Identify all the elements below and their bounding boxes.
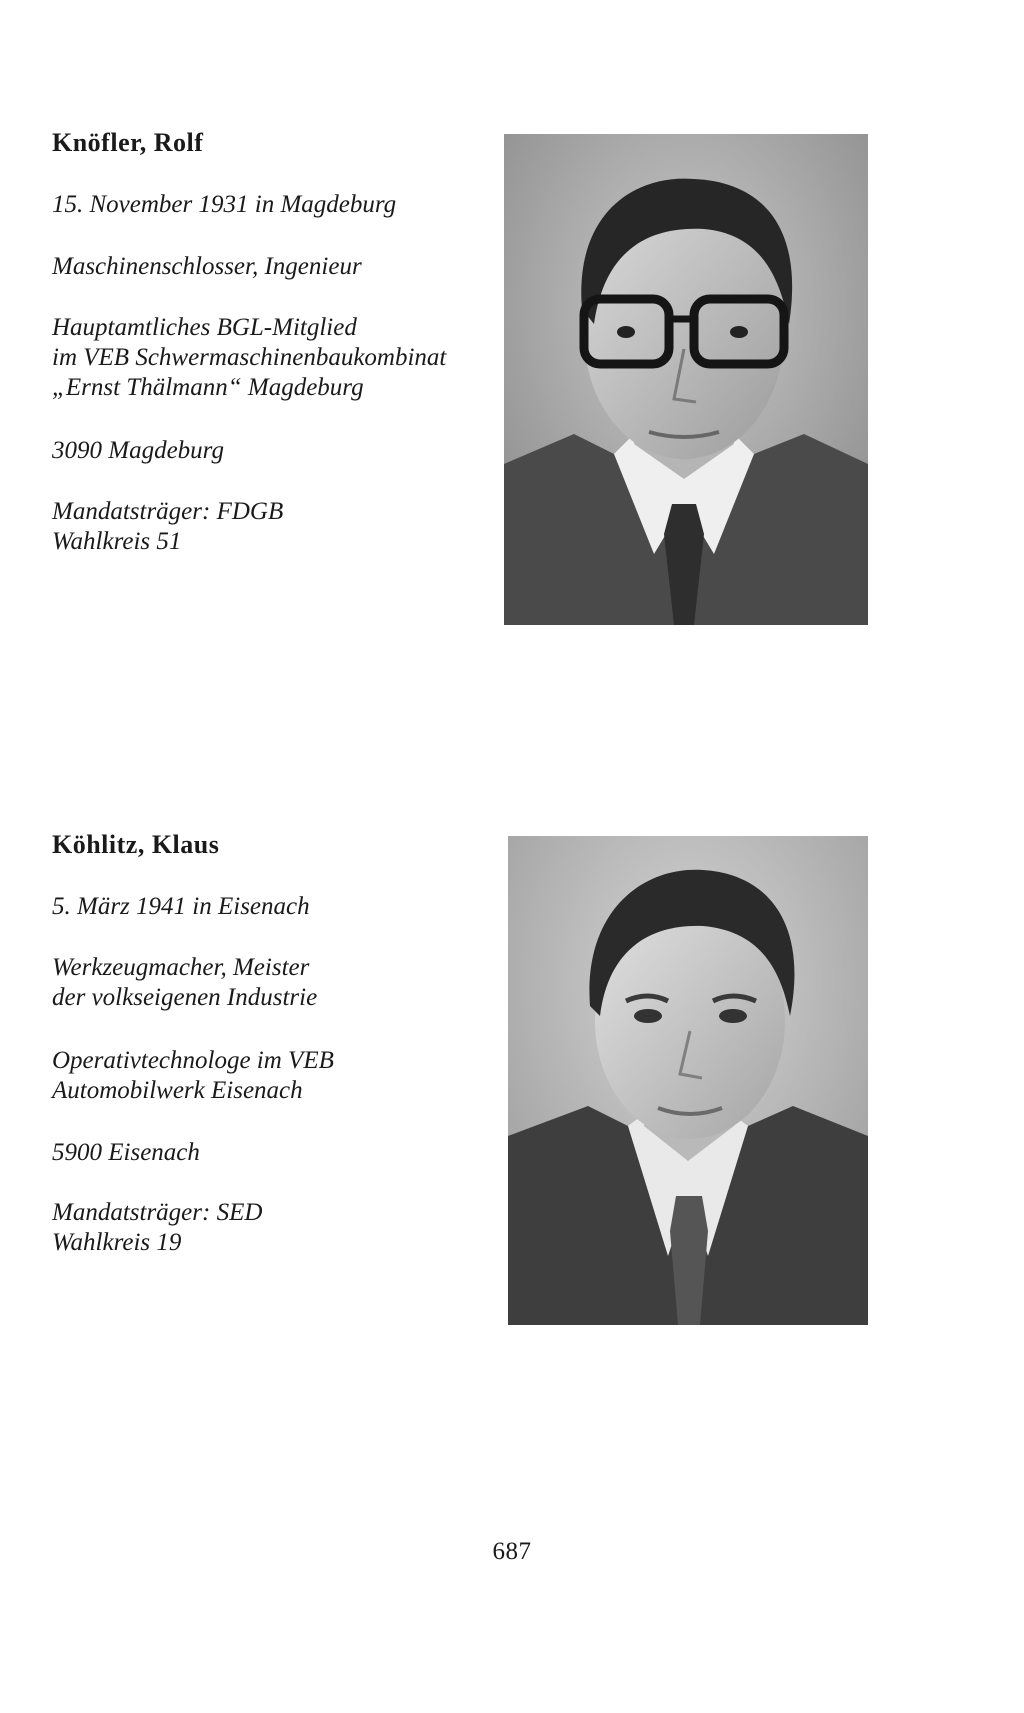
page-number: 687 (492, 1538, 532, 1565)
birth-line: 5. März 1941 in Eisenach (52, 893, 310, 920)
position-line-2: Automobilwerk Eisenach (52, 1077, 303, 1104)
profession-line-2: der volkseigenen Industrie (52, 984, 318, 1011)
constituency-line: Wahlkreis 51 (52, 528, 182, 555)
position-line-3: „Ernst Thälmann“ Magdeburg (52, 374, 364, 401)
profession-line-1: Werkzeugmacher, Meister (52, 954, 310, 981)
person-name: Köhlitz, Klaus (52, 830, 220, 859)
portrait-photo-icon (508, 836, 868, 1325)
profession-line: Maschinenschlosser, Ingenieur (52, 253, 362, 280)
position-line-1: Operativtechnologe im VEB (52, 1047, 334, 1074)
person-name: Knöfler, Rolf (52, 128, 204, 157)
portrait-photo-icon (504, 134, 868, 625)
constituency-line: Wahlkreis 19 (52, 1229, 182, 1256)
position-line-2: im VEB Schwermaschinenbaukombinat (52, 344, 447, 371)
biography-entry-koehlitz (0, 700, 1024, 1360)
position-line-1: Hauptamtliches BGL-Mitglied (52, 314, 357, 341)
biography-entry-knoefler (0, 0, 1024, 640)
residence-line: 5900 Eisenach (52, 1139, 200, 1166)
mandate-line: Mandatsträger: FDGB (52, 498, 284, 525)
birth-line: 15. November 1931 in Magdeburg (52, 191, 397, 218)
residence-line: 3090 Magdeburg (52, 437, 224, 464)
mandate-line: Mandatsträger: SED (52, 1199, 263, 1226)
